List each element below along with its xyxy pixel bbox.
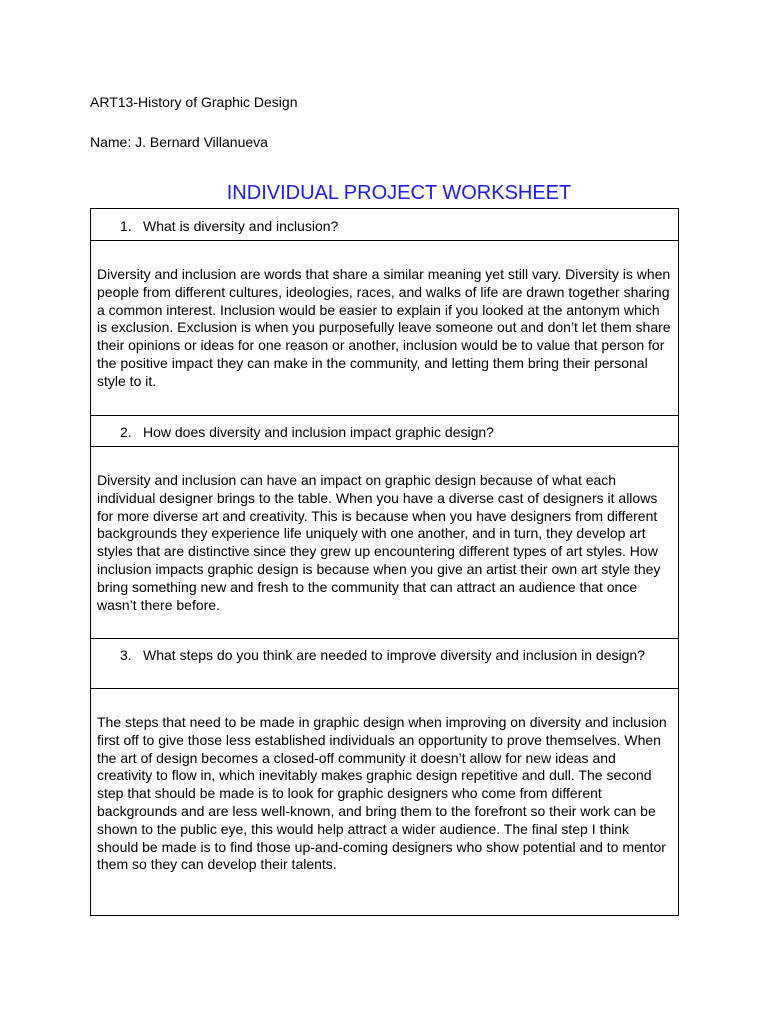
question-row [91, 209, 679, 241]
question-text: What is diversity and inclusion? [143, 218, 339, 234]
answer-row [91, 241, 679, 416]
question-text: What steps do you think are needed to improve diversity and inclusion in design? [143, 647, 645, 663]
answer-row [91, 689, 679, 916]
question-cell [91, 416, 679, 447]
page-title: INDIVIDUAL PROJECT WORKSHEET [226, 182, 572, 204]
course-title: ART13-History of Graphic Design [90, 94, 298, 110]
question-row [91, 639, 679, 689]
question-row [91, 416, 679, 447]
answer-text: Diversity and inclusion are words that share a similar meaning yet still vary. Diversity is when people from different cultures, ideologies, races, and walks of life are drawn together sharing a common interest. Inclusion would be easier to explain if you looked at the antonym which is exclusion. Exclusion is when you purposefully leave someone out and don’t let them share their opinions or ideas for one reason or another, inclusion would be to value that person for the positive impact they can make in the community, and letting them bring their personal style to it. [97, 266, 671, 389]
question-text: How does diversity and inclusion impact graphic design? [143, 424, 494, 440]
worksheet-table [90, 208, 679, 916]
answer-cell [91, 447, 679, 639]
question-number: 3. [120, 647, 132, 663]
answer-cell [91, 241, 679, 416]
answer-text: The steps that need to be made in graphic design when improving on diversity and inclusion first off to give those less established individuals an opportunity to prove themselves. When the art of design becomes a closed-off community it doesn’t allow for new ideas and creativity to flow in, which inevitably makes graphic design repetitive and dull. The second step that should be made is to look for graphic designers who come from different backgrounds and are less well-known, and bring them to the forefront so their work can be shown to the public eye, this would help attract a wider audience. The final step I think should be made is to find those up-and-coming designers who show potential and to mentor them so they can develop their talents. [97, 714, 667, 873]
question-number: 2. [120, 424, 132, 440]
question-number: 1. [120, 218, 132, 234]
answer-text: Diversity and inclusion can have an impact on graphic design because of what each individual designer brings to the table. When you have a diverse cast of designers it allows for more diverse art and creativity. This is because when you have designers from different backgrounds they experience life uniquely with one another, and in turn, they develop art styles that are distinctive since they grew up encountering different types of art styles. How inclusion impacts graphic design is because when you give an artist their own art style they bring something new and fresh to the community that can attract an audience that once wasn’t there before. [97, 472, 661, 613]
question-cell [91, 209, 679, 241]
answer-row [91, 447, 679, 639]
student-name: Name: J. Bernard Villanueva [90, 134, 268, 150]
question-cell [91, 639, 679, 689]
answer-cell [91, 689, 679, 916]
